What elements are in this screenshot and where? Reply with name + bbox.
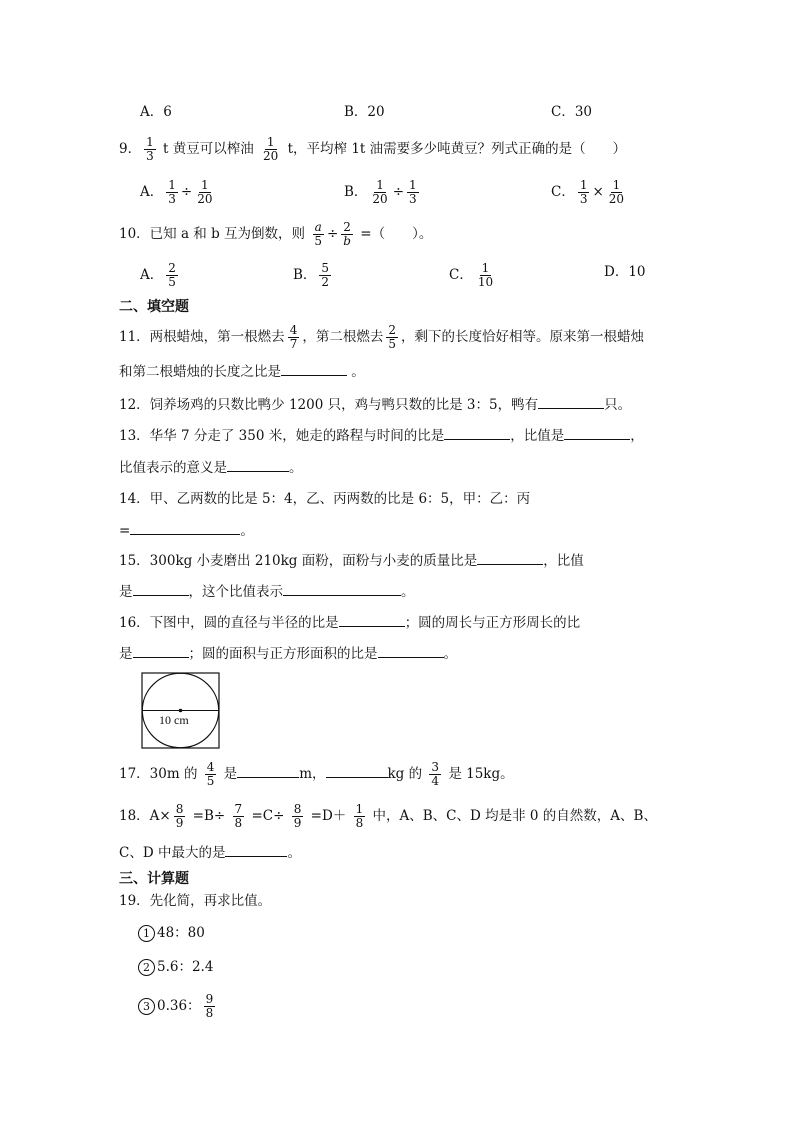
q11-line1: 11．两根蜡烛，第一根燃去 $\frac{4}{7}$ ，第二根燃去 $\frac{2}{5}$ ，剩下的长度恰好相等。原来第一根蜡烛 [119,323,644,351]
circled-number: 3 [138,998,155,1015]
circle-square-diagram [141,672,221,750]
q10-option-d[interactable]: D．10 [604,264,646,280]
q9-option-a[interactable]: A． $\frac{1}{3}$ ÷ $\frac{1}{20}$ [140,178,213,206]
diameter-label: 10 cm [159,713,189,727]
q19-item-1: 1 48：80 [138,923,205,943]
q10-option-c[interactable]: C． $\frac{1}{10}$ [449,261,494,289]
q10-option-b[interactable]: B． $\frac{5}{2}$ [293,261,330,289]
q19-title: 19．先化简，再求比值。 [119,893,272,909]
section-title: 三、计算题 [119,871,189,887]
q13-line2: 比值表示的意义是 。 [119,457,303,478]
q12-line: 12．饲养场鸡的只数比鸭少 1200 只，鸡与鸭只数的比是 3：5，鸭有 只。 [119,394,631,415]
answer-blank[interactable] [564,425,630,440]
section-title: 二、填空题 [119,299,189,315]
circled-number: 2 [138,959,155,976]
q8-option-b[interactable]: B．20 [344,104,385,120]
fraction: $\frac{1}{3}$ [146,135,154,163]
question-number: 9． [119,141,142,157]
q14-line1: 14．甲、乙两数的比是 5：4，乙、丙两数的比是 6：5，甲：乙：丙 [119,491,531,507]
q19-item-2: 2 5.6：2.4 [138,957,213,977]
answer-blank[interactable] [283,581,401,596]
answer-blank[interactable] [538,394,604,409]
q15-line1: 15．300kg 小麦磨出 210kg 面粉，面粉与小麦的质量比是 ，比值 [119,550,584,571]
q16-line2: 是 ；圆的面积与正方形面积的比是 。 [119,643,457,664]
fraction: $\frac{1}{20}$ [263,135,279,163]
answer-blank[interactable] [227,457,289,472]
q13-line1: 13．华华 7 分走了 350 米，她走的路程与时间的比是 ，比值是 ， [119,425,644,446]
answer-blank[interactable] [133,643,189,658]
answer-blank[interactable] [326,763,388,778]
q11-line2: 和第二根蜡烛的长度之比是 。 [119,361,365,382]
answer-blank[interactable] [133,581,189,596]
circled-number: 1 [138,925,155,942]
q17-line: 17．30m 的 $\frac{4}{5}$ 是 m， kg 的 $\frac{3}{4}$ 是 15kg。 [119,760,514,788]
q8-option-a[interactable]: A．6 [140,104,172,120]
q9-stem: 9． $\frac{1}{3}$ t 黄豆可以榨油 $\frac{1}{20}$ t，平均榨 1t 油需要多少吨黄豆？列式正确的是（ ） [119,135,627,163]
q14-line2: = 。 [119,520,254,541]
answer-blank[interactable] [477,550,543,565]
answer-blank[interactable] [225,842,287,857]
answer-blank[interactable] [378,643,444,658]
q16-line1: 16．下图中，圆的直径与半径的比是 ；圆的周长与正方形周长的比 [119,612,580,633]
answer-blank[interactable] [130,520,240,535]
q19-item-3: 3 0.36： $\frac{9}{8}$ [138,993,218,1020]
q9-option-b[interactable]: B． $\frac{1}{20}$ ÷ $\frac{1}{3}$ [344,178,417,206]
q10-stem: 10．已知 a 和 b 互为倒数，则 $\frac{a}{5}$ ÷ $\frac{2}{b}$ =（ ）。 [119,220,433,248]
q18-line2: C、D 中最大的是 。 [119,842,301,863]
answer-blank[interactable] [237,763,299,778]
q9-option-c[interactable]: C． $\frac{1}{3}$ × $\frac{1}{20}$ [551,178,625,206]
circle-in-square-figure [141,672,221,750]
q10-option-a[interactable]: A． $\frac{2}{5}$ [140,261,176,289]
answer-blank[interactable] [444,425,510,440]
q18-line1: 18．A× $\frac{8}{9}$ =B÷ $\frac{7}{8}$ =C÷ $\frac{8}{9}$ =D＋ $\frac{1}{8}$ 中，A、B、C、D 均是非 0 的自然数，A、B、 [119,802,657,830]
q15-line2: 是 ，这个比值表示 。 [119,581,415,602]
answer-blank[interactable] [339,612,405,627]
q8-option-c[interactable]: C．30 [551,104,593,120]
answer-blank[interactable] [281,361,347,376]
